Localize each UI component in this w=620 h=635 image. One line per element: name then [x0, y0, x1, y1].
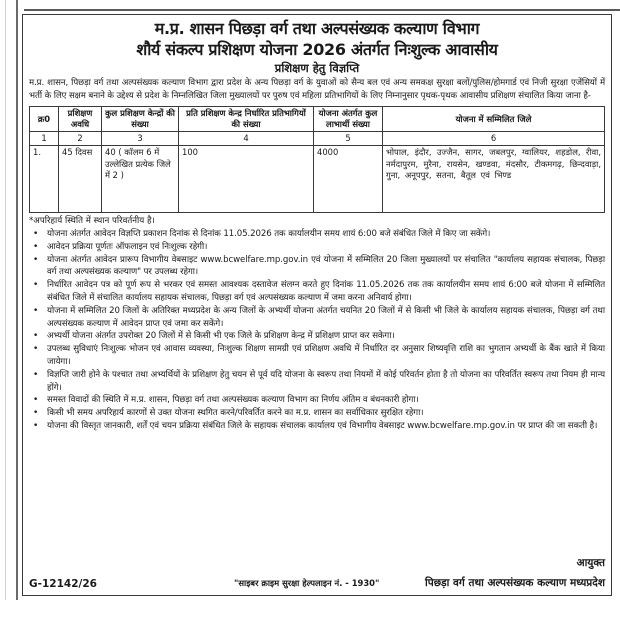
signatory-department: पिछड़ा वर्ग तथा अल्पसंख्यक कल्याण मध्यप्रदेश	[425, 577, 605, 589]
list-item: • योजना की विस्तृत जानकारी, शर्तें एवं चयन प्रक्रिया संबंधित जिले के सहायक संचालक कार्यालय एवं विभागीय वेबसाइट www.bcwelfare.mp.gov.in पर प्राप्त की जा सकती है।	[47, 420, 605, 433]
list-item: • योजना अंतर्गत आवेदन प्रारूप विभागीय वेबसाइट www.bcwelfare.mp.gov.in एवं योजना में सम्मिलित 20 जिला मुख्यालयों पर संचालित "कार्यालय सहायक संचालक, पिछड़ा वर्ग तथा अल्पसंख्यक कल्याण" पर उपलब्ध रहेगा।	[47, 254, 605, 280]
col-number: 1	[30, 132, 59, 146]
cell-sno: 1.	[30, 146, 59, 213]
cell-districts: भोपाल, इंदौर, उज्जैन, सागर, जबलपुर, ग्वालियर, शहडोल, रीवा, नर्मदापुरम, मुरैना, रायसेन, खण्डवा, मंदसौर, टीकमगढ़, छिन्दवाड़ा, गुना, अनूपपुर, सतना, बैतूल एवं भिण्ड	[383, 146, 605, 213]
list-item: • विज्ञप्ति जारी होने के पश्चात तथा अभ्यर्थियों के प्रशिक्षण हेतु चयन से पूर्व यदि योजना के स्वरूप तथा नियमों में कोई परिवर्तन होता है तो योजना का परिवर्तित स्वरूप तथा नियम ही मान्य होंगे।	[47, 369, 605, 395]
cell-centers: 40 ( कॉलम 6 में उल्लेखित प्रत्येक जिले में 2 )	[102, 146, 179, 213]
location-note: *अपरिहार्य स्थिति में स्थान परिवर्तनीय है।	[29, 216, 155, 226]
department-title: म.प्र. शासन पिछड़ा वर्ग तथा अल्पसंख्यक कल्याण विभाग	[154, 19, 480, 38]
training-table	[29, 106, 605, 213]
reference-number: G-12142/26	[29, 578, 97, 590]
col-number: 2	[59, 132, 102, 146]
page-edge-line	[5, 0, 6, 600]
list-item: • योजना में सम्मिलित 20 जिलों के अतिरिक्त मध्यप्रदेश के अन्य जिलों के अभ्यर्थी योजना अंतर्गत चयनित 20 जिलों में से किसी भी जिले के कार्यालय सहायक संचालक, पिछड़ा वर्ग तथा अल्पसंख्यक कल्याण में आवेदन प्राप्त एवं जमा कर सकेंगे।	[47, 305, 605, 331]
list-item: • किसी भी समय अपरिहार्य कारणों से उक्त योजना स्थगित करने/परिवर्तित करने का म.प्र. शासन का सर्वाधिकार सुरक्षित रहेगा।	[47, 407, 605, 420]
intro-paragraph: म.प्र. शासन, पिछड़ा वर्ग तथा अल्पसंख्यक कल्याण विभाग द्वारा प्रदेश के अन्य पिछड़ा वर्ग के युवाओं को सैन्य बल एवं अन्य समकक्ष सुरक्षा बलों/पुलिस/होमगार्ड एवं निजी सुरक्षा एजेंसियों में भर्ती के लिए सक्षम बनाने के उद्देश्य से प्रदेश के निम्नलिखित जिला मुख्यालयों पर पुरुष एवं महिला प्रतिभागियों के लिए निम्नानुसार पृथक-पृथक आवासीय प्रशिक्षण संचालित किया जाना है-	[29, 78, 605, 101]
col-header-centers: कुल प्रशिक्षण केन्द्रों की संख्या	[102, 107, 179, 132]
col-header-participants: प्रति प्रशिक्षण केन्द्र निर्धारित प्रतिभागियों की संख्या	[179, 107, 314, 132]
notice-box	[22, 14, 612, 596]
notice-subtitle: प्रशिक्षण हेतु विज्ञप्ति	[274, 61, 360, 75]
col-header-duration: प्रशिक्षण अवधि	[59, 107, 102, 132]
notice-footer	[29, 556, 605, 592]
table-column-number-row	[30, 132, 605, 146]
cell-participants: 100	[179, 146, 314, 213]
list-item: • आवेदन प्रक्रिया पूर्णतः ऑफलाइन एवं निःशुल्क रहेगी।	[47, 241, 605, 254]
col-header-beneficiaries: योजना अंतर्गत कुल लाभार्थी संख्या	[314, 107, 383, 132]
column-rule	[16, 0, 18, 600]
col-number: 6	[383, 132, 605, 146]
list-item: • निर्धारित आवेदन पत्र को पूर्ण रूप से भरकर एवं समस्त आवश्यक दस्तावेज संलग्न करते हुए दिनांक 11.05.2026 तक तक कार्यालयीन समय शायं 6:00 बजे योजना में सम्मिलित संबंधित जिले में संचालित कार्यालय सहायक संचालक, पिछड़ा वर्ग एवं अल्पसंख्यक कल्याण में जमा करना अनिवार्य होगा।	[47, 279, 605, 305]
col-number: 4	[179, 132, 314, 146]
col-number: 5	[314, 132, 383, 146]
scheme-title: शौर्य संकल्प प्रशिक्षण योजना 2026 अंतर्गत निःशुल्क आवासीय	[136, 40, 498, 59]
table-row	[30, 146, 605, 213]
list-item: • उपलब्ध सुविधाएं निःशुल्क भोजन एवं आवास व्यवस्था, निःशुल्क शिक्षण सामग्री एवं प्रशिक्षण अवधि में निर्धारित दर अनुसार शिष्यवृत्ति राशि का भुगतान अभ्यर्थी के बैंक खाते में किया जायेगा।	[47, 343, 605, 369]
cyber-helpline: "साइबर क्राइम सुरक्षा हेल्पलाइन नं. - 1930"	[234, 578, 380, 588]
list-item: • समस्त विवादों की स्थिति में म.प्र. शासन, पिछड़ा वर्ग तथा अल्पसंख्यक कल्याण विभाग का निर्णय अंतिम व बंधनकारी होगा।	[47, 394, 605, 407]
col-number: 3	[102, 132, 179, 146]
list-item: • योजना अंतर्गत आवेदन विज्ञप्ति प्रकाशन दिनांक से दिनांक 11.05.2026 तक कार्यालयीन समय शायं 6:00 बजे संबंधित जिले में किए जा सकेंगे।	[47, 228, 605, 241]
signatory-title: आयुक्त	[576, 557, 605, 569]
cell-beneficiaries: 4000	[314, 146, 383, 213]
table-header-row	[30, 107, 605, 132]
top-rule	[24, 9, 620, 11]
col-header-sno: क्र0	[30, 107, 59, 132]
col-header-districts: योजना में सम्मिलित जिले	[383, 107, 605, 132]
cell-duration: 45 दिवस	[59, 146, 102, 213]
list-item: • अभ्यर्थी योजना अंतर्गत उपरोक्त 20 जिलों में से किसी भी एक जिले के प्रशिक्षण केन्द्र में प्रशिक्षण प्राप्त कर सकेगा।	[47, 330, 605, 343]
conditions-list	[29, 228, 605, 433]
